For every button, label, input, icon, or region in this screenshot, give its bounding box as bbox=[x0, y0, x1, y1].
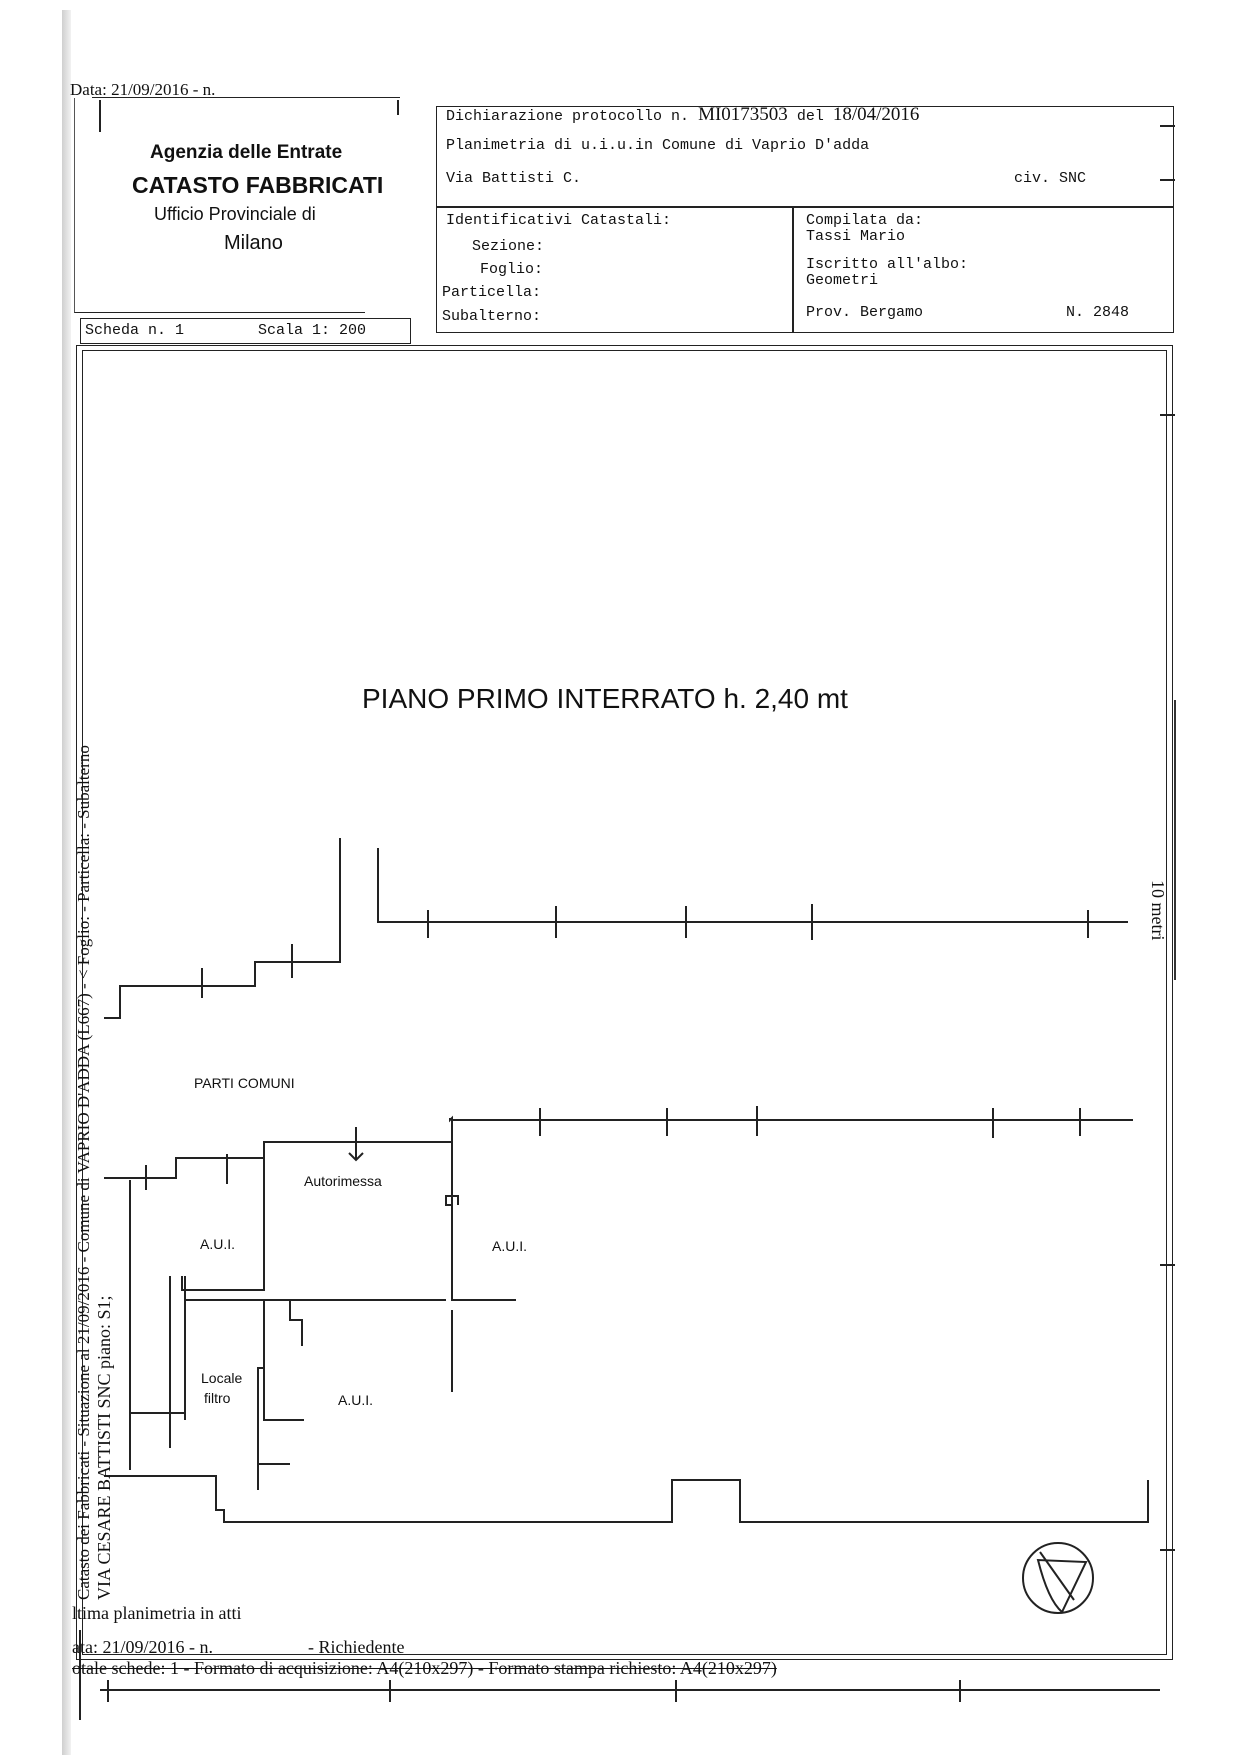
locale-label: Locale bbox=[201, 1370, 243, 1386]
foglio-label: Foglio: bbox=[480, 261, 544, 278]
via-line: Via Battisti C. bbox=[446, 170, 582, 187]
footer-ultima: ltima planimetria in atti bbox=[72, 1603, 242, 1623]
scala-label: Scala 1: 200 bbox=[258, 322, 367, 339]
civ-line: civ. SNC bbox=[1014, 170, 1087, 187]
agency-name: Agenzia delle Entrate bbox=[150, 142, 343, 163]
autorimessa-label: Autorimessa bbox=[304, 1173, 382, 1189]
dichiarazione-number: MI0173503 bbox=[698, 104, 788, 125]
footer-totale: otale schede: 1 - Formato di acquisizione: A4(210x297) - Formato stampa richiesto: A4(210x297) bbox=[72, 1658, 777, 1678]
planimetria-line: Planimetria di u.i.u.in Comune di Vaprio D'adda bbox=[446, 137, 870, 154]
identificativi-label: Identificativi Catastali: bbox=[446, 212, 672, 229]
dichiarazione-label: Dichiarazione protocollo n. bbox=[446, 108, 690, 125]
footer-data: ata: 21/09/2016 - n. bbox=[72, 1637, 213, 1657]
particella-label: Particella: bbox=[442, 284, 542, 301]
sezione-label: Sezione: bbox=[472, 238, 545, 255]
parti-comuni-label: PARTI COMUNI bbox=[194, 1075, 295, 1091]
scheda-label: Scheda n. 1 bbox=[85, 322, 185, 339]
aui-bottom-label: A.U.I. bbox=[338, 1392, 374, 1408]
compilata-label: Compilata da: bbox=[806, 212, 924, 229]
subalterno-label: Subalterno: bbox=[442, 308, 542, 325]
side-address: VIA CESARE BATTISTI SNC piano: S1; bbox=[94, 1295, 114, 1600]
ufficio-provinciale: Ufficio Provinciale di bbox=[154, 204, 316, 224]
filtro-label: filtro bbox=[204, 1390, 231, 1406]
top-date: Data: 21/09/2016 - n. bbox=[70, 80, 216, 99]
iscrizione-numero: N. 2848 bbox=[1066, 304, 1130, 321]
footer-richiedente: - Richiedente bbox=[308, 1637, 405, 1657]
north-arrow bbox=[1023, 1543, 1093, 1613]
dichiarazione-del: del bbox=[796, 108, 824, 125]
side-situazione: Catasto dei Fabbricati - Situazione al 21/09/2016 - Comune di VAPRIO D'ADDA (L667) - < Foglio: - Particella: - Subalterno bbox=[74, 745, 93, 1600]
floor-title: PIANO PRIMO INTERRATO h. 2,40 mt bbox=[362, 683, 848, 714]
catasto-fabbricati: CATASTO FABBRICATI bbox=[132, 172, 384, 198]
aui-left-label: A.U.I. bbox=[200, 1236, 236, 1252]
iscritto-label: Iscritto all'albo: bbox=[806, 256, 969, 273]
scale-bar-label: 10 metri bbox=[1148, 880, 1168, 941]
aui-right-label: A.U.I. bbox=[492, 1238, 528, 1254]
ufficio-milano: Milano bbox=[224, 232, 283, 254]
prov-value: Prov. Bergamo bbox=[806, 304, 924, 321]
dichiarazione-date: 18/04/2016 bbox=[832, 104, 920, 125]
albo-value: Geometri bbox=[806, 272, 879, 289]
compilatore-name: Tassi Mario bbox=[806, 228, 906, 245]
scale-bar-line bbox=[1174, 700, 1176, 980]
